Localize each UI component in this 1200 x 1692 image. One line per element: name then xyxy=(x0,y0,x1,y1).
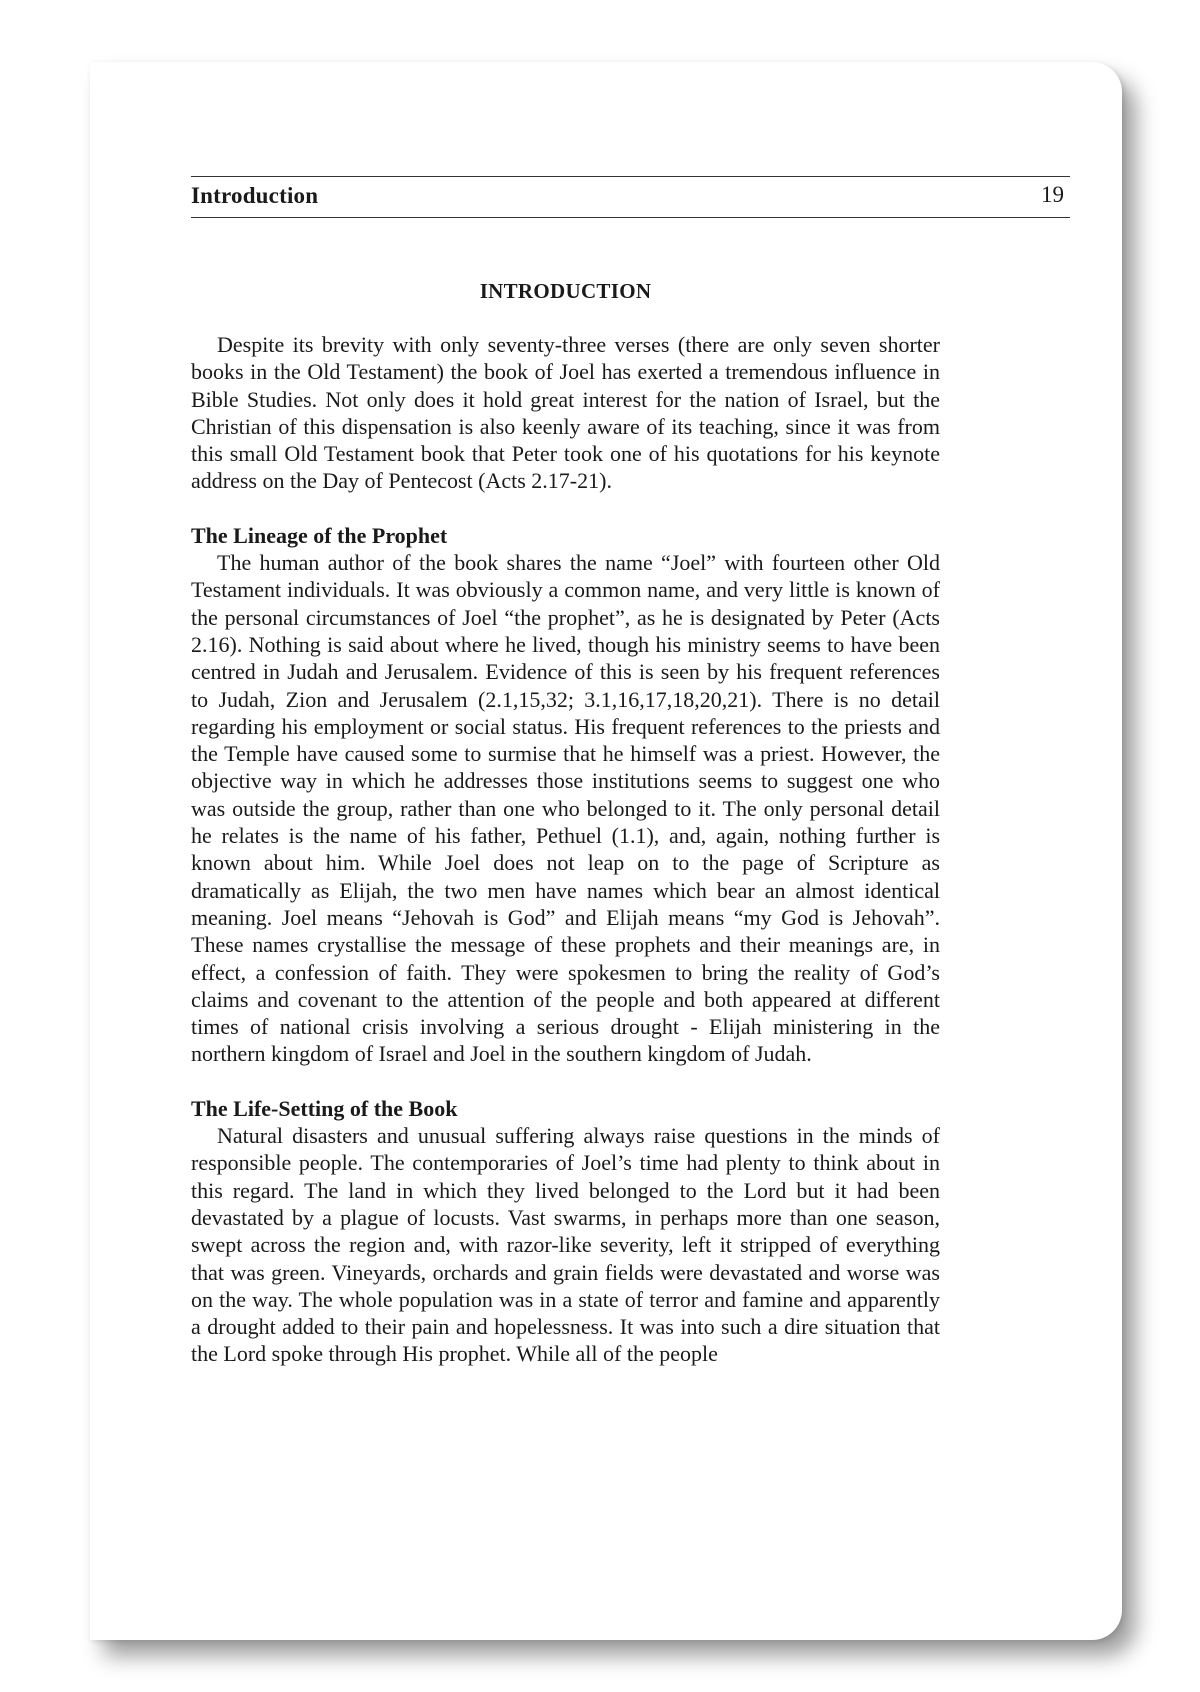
page-content xyxy=(191,276,940,1368)
section-heading-life-setting: The Life-Setting of the Book xyxy=(191,1095,458,1121)
section-body-lineage: The human author of the book shares the name “Joel” with fourteen other Old Testament individuals. It was obviously a common name, and very little is known of the personal circumstances of Joel “the prophet”, as he is designated by Peter (Acts 2.16). Nothing is said about where he lived, though his ministry seems to have been centred in Judah and Jerusalem. Evidence of this is seen by his frequent references to Judah, Zion and Jerusalem (2.1,15,32; 3.1,16,17,18,20,21). There is no detail regarding his employment or social status. His frequent references to the priests and the Temple have caused some to surmise that he himself was a priest. However, the objective way in which he addresses those institutions seems to suggest one who was outside the group, rather than one who belonged to it. The only personal detail he relates is the name of his father, Pethuel (1.1), and, again, nothing further is known about him. While Joel does not leap on to the page of Scripture as dramatically as Elijah, the two men have names which bear an almost identical meaning. Joel means “Jehovah is God” and Elijah means “my God is Jehovah”. These names crystallise the message of these prophets and their meanings are, in effect, a confession of faith. They were spokesmen to bring the reality of God’s claims and covenant to the attention of the people and both appeared at different times of national crisis involving a serious drought - Elijah ministering in the northern kingdom of Israel and Joel in the southern kingdom of Judah. xyxy=(191,550,940,1067)
section-body-life-setting: Natural disasters and unusual suffering always raise questions in the minds of responsible people. The contemporaries of Joel’s time had plenty to think about in this regard. The land in which they lived belonged to the Lord but it had been devastated by a plague of locusts. Vast swarms, in perhaps more than one season, swept across the region and, with razor-like severity, left it stripped of everything that was green. Vineyards, orchards and grain fields were devastated and worse was on the way. The whole population was in a state of terror and famine and apparently a drought added to their pain and hopelessness. It was into such a dire situation that the Lord spoke through His prophet. While all of the people xyxy=(191,1123,940,1367)
section-heading-lineage: The Lineage of the Prophet xyxy=(191,522,448,548)
chapter-title: INTRODUCTION xyxy=(479,279,652,303)
intro-paragraph: Despite its brevity with only seventy-three verses (there are only seven shorter books in the Old Testament) the book of Joel has exerted a tremendous influence in Bible Studies. Not only does it hold great interest for the nation of Israel, but the Christian of this dispensation is also keenly aware of its teaching, since it was from this small Old Testament book that Peter took one of his quotations for his keynote address on the Day of Pentecost (Acts 2.17-21). xyxy=(191,332,940,494)
page-number: 19 xyxy=(1041,182,1064,207)
running-title: Introduction xyxy=(191,183,319,208)
running-header xyxy=(191,176,1070,218)
